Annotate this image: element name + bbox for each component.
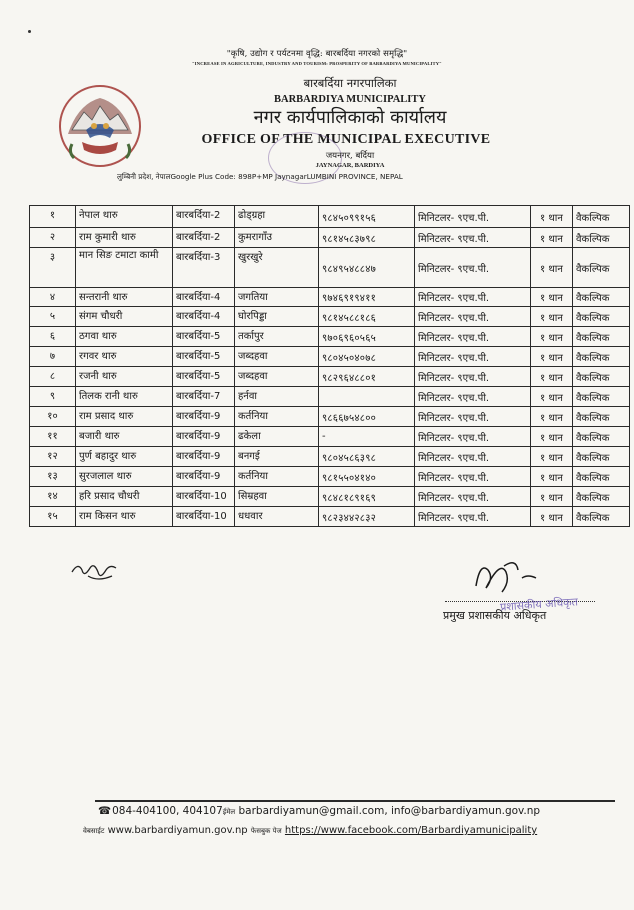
place-english: JAYNAGAR, BARDIYA xyxy=(315,162,385,169)
cell-name: बजारी थारु xyxy=(76,427,173,447)
footer-email-label: ईमेल xyxy=(222,808,236,816)
cell-phone: - xyxy=(319,427,415,447)
cell-qty: १ थान xyxy=(531,447,573,467)
cell-phone: ९८१४५८३७९८ xyxy=(319,228,415,248)
cell-sn: २ xyxy=(30,228,76,248)
municipality-name-english: BARBARDIYA MUNICIPALITY xyxy=(274,94,426,105)
cell-remark: वैकल्पिक xyxy=(573,307,630,327)
table-row xyxy=(30,387,630,407)
office-name-english: OFFICE OF THE MUNICIPAL EXECUTIVE xyxy=(201,132,491,147)
cell-remark: वैकल्पिक xyxy=(573,427,630,447)
cell-sn: १२ xyxy=(30,447,76,467)
cell-name: संगम चौधरी xyxy=(76,307,173,327)
cell-village: घोरपिड्डा xyxy=(235,307,319,327)
cell-office: बारबर्दिया-9 xyxy=(173,467,235,487)
table-row xyxy=(30,307,630,327)
cell-name: ठगवा थारु xyxy=(76,327,173,347)
cell-qty: १ थान xyxy=(531,507,573,527)
cell-office: बारबर्दिया-9 xyxy=(173,407,235,427)
cell-village: धधवार xyxy=(235,507,319,527)
cell-village: जगतिया xyxy=(235,288,319,307)
footer-web-line xyxy=(83,825,628,836)
cell-remark: वैकल्पिक xyxy=(573,248,630,288)
footer-emails[interactable]: barbardiyamun@gmail.com, info@barbardiyamun.gov.np xyxy=(238,805,541,817)
cell-name: रगवर थारु xyxy=(76,347,173,367)
cell-name: सन्तरानी थारु xyxy=(76,288,173,307)
cell-qty: १ थान xyxy=(531,467,573,487)
cell-phone: ९७०६९६०५६५ xyxy=(319,327,415,347)
cell-qty: १ थान xyxy=(531,288,573,307)
cell-sn: ४ xyxy=(30,288,76,307)
cell-office: बारबर्दिया-5 xyxy=(173,347,235,367)
cell-name: हरि प्रसाद चौधरी xyxy=(76,487,173,507)
table-row xyxy=(30,288,630,307)
cell-office: बारबर्दिया-5 xyxy=(173,367,235,387)
cell-model: मिनिटलर- ९एच.पी. xyxy=(415,367,531,387)
table-row xyxy=(30,367,630,387)
cell-model: मिनिटलर- ९एच.पी. xyxy=(415,307,531,327)
cell-village: कुमरागाँउ xyxy=(235,228,319,248)
initials-signature xyxy=(68,558,120,584)
office-name-nepali: नगर कार्यपालिकाको कार्यालय xyxy=(253,107,447,128)
cell-qty: १ थान xyxy=(531,407,573,427)
cell-qty: १ थान xyxy=(531,228,573,248)
cell-remark: वैकल्पिक xyxy=(573,327,630,347)
cell-model: मिनिटलर- ९एच.पी. xyxy=(415,206,531,228)
cell-phone: ९८६६७५४८०० xyxy=(319,407,415,427)
cell-village: ढकेला xyxy=(235,427,319,447)
table-row xyxy=(30,447,630,467)
cell-qty: १ थान xyxy=(531,347,573,367)
signature-stamp: प्रशासकीय अधिकृत xyxy=(499,595,579,614)
cell-village: कर्तनिया xyxy=(235,407,319,427)
cell-village: खुरखुरे xyxy=(235,248,319,288)
cell-sn: ९ xyxy=(30,387,76,407)
cell-village: जब्दहवा xyxy=(235,347,319,367)
cell-model: मिनिटलर- ९एच.पी. xyxy=(415,427,531,447)
table-row xyxy=(30,228,630,248)
cell-remark: वैकल्पिक xyxy=(573,347,630,367)
table-row xyxy=(30,507,630,527)
cell-model: मिनिटलर- ९एच.पी. xyxy=(415,447,531,467)
cell-sn: ६ xyxy=(30,327,76,347)
cell-sn: १५ xyxy=(30,507,76,527)
cell-phone: ९८२९६४८८०१ xyxy=(319,367,415,387)
cell-model: मिनिटलर- ९एच.पी. xyxy=(415,288,531,307)
cell-model: मिनिटलर- ९एच.पी. xyxy=(415,507,531,527)
address-line: लुम्बिनी प्रदेश, नेपालGoogle Plus Code: 898P+MP JaynagarLUMBINI PROVINCE, NEPAL xyxy=(117,172,403,181)
cell-remark: वैकल्पिक xyxy=(573,447,630,467)
footer-phone: 084-404100, 404107 xyxy=(112,805,223,817)
cell-phone: ९८१४५८८१८६ xyxy=(319,307,415,327)
cell-phone: ९८०४५८६३९८ xyxy=(319,447,415,467)
cell-model: मिनिटलर- ९एच.पी. xyxy=(415,487,531,507)
slogan-english: "INCREASE IN AGRICULTURE, INDUSTRY AND TOURISM: PROSPERITY OF BARBARDIYA MUNICIPALITY" xyxy=(192,61,442,66)
cell-qty: १ थान xyxy=(531,327,573,347)
cell-sn: १ xyxy=(30,206,76,228)
cell-village: सिम्रहवा xyxy=(235,487,319,507)
cell-qty: १ थान xyxy=(531,307,573,327)
cell-model: मिनिटलर- ९एच.पी. xyxy=(415,467,531,487)
cell-phone: ९७४६९१९४११ xyxy=(319,288,415,307)
cell-remark: वैकल्पिक xyxy=(573,407,630,427)
cell-qty: १ थान xyxy=(531,387,573,407)
cell-sn: ११ xyxy=(30,427,76,447)
table-row xyxy=(30,467,630,487)
cell-phone: ९८४९५४८८४७ xyxy=(319,248,415,288)
cell-office: बारबर्दिया-4 xyxy=(173,288,235,307)
cell-phone: ९८४५०९९१५६ xyxy=(319,206,415,228)
cell-model: मिनिटलर- ९एच.पी. xyxy=(415,347,531,367)
cell-sn: ५ xyxy=(30,307,76,327)
cell-sn: १० xyxy=(30,407,76,427)
cell-sn: ७ xyxy=(30,347,76,367)
cell-name: पुर्ण बहादुर थारु xyxy=(76,447,173,467)
page-speck xyxy=(28,30,31,33)
table-row xyxy=(30,248,630,288)
cell-phone: ९८४८१८९१६९ xyxy=(319,487,415,507)
cell-phone: ९८०४५०४०७८ xyxy=(319,347,415,367)
cell-name: नेपाल थारु xyxy=(76,206,173,228)
cell-remark: वैकल्पिक xyxy=(573,507,630,527)
cell-sn: १३ xyxy=(30,467,76,487)
cell-remark: वैकल्पिक xyxy=(573,206,630,228)
cell-model: मिनिटलर- ९एच.पी. xyxy=(415,228,531,248)
cell-phone xyxy=(319,387,415,407)
cell-village: कर्तनिया xyxy=(235,467,319,487)
cell-qty: १ थान xyxy=(531,206,573,228)
cell-office: बारबर्दिया-5 xyxy=(173,327,235,347)
cell-qty: १ थान xyxy=(531,367,573,387)
cell-name: राम कुमारी थारु xyxy=(76,228,173,248)
cell-remark: वैकल्पिक xyxy=(573,487,630,507)
cell-remark: वैकल्पिक xyxy=(573,467,630,487)
cell-sn: १४ xyxy=(30,487,76,507)
cell-name: मान सिङ टमाटा कामी xyxy=(76,248,173,288)
cell-village: हर्नवा xyxy=(235,387,319,407)
beneficiary-table xyxy=(29,205,630,527)
footer-divider xyxy=(95,800,615,802)
table-row xyxy=(30,487,630,507)
cell-name: राम प्रसाद थारु xyxy=(76,407,173,427)
slogan-nepali: "कृषि, उद्योग र पर्यटनमा वृद्धि: बारबर्दिया नगरको समृद्धि" xyxy=(226,49,408,59)
cell-phone: ९८१५५०४१४० xyxy=(319,467,415,487)
signature-title: प्रमुख प्रशासकीय अधिकृत xyxy=(443,609,547,622)
cell-sn: ८ xyxy=(30,367,76,387)
footer-facebook-label: फेसबुक पेज xyxy=(250,827,282,835)
cell-office: बारबर्दिया-7 xyxy=(173,387,235,407)
cell-qty: १ थान xyxy=(531,248,573,288)
table-row xyxy=(30,347,630,367)
cell-name: सुरजलाल थारु xyxy=(76,467,173,487)
cell-model: मिनिटलर- ९एच.पी. xyxy=(415,407,531,427)
cell-remark: वैकल्पिक xyxy=(573,387,630,407)
footer-website[interactable]: www.barbardiyamun.gov.np xyxy=(107,825,248,836)
cell-village: ढोड्‌ग्रहा xyxy=(235,206,319,228)
footer-facebook-link[interactable]: https://www.facebook.com/Barbardiyamunicipality xyxy=(284,825,538,836)
cell-sn: ३ xyxy=(30,248,76,288)
cell-office: बारबर्दिया-9 xyxy=(173,427,235,447)
cell-office: बारबर्दिया-2 xyxy=(173,228,235,248)
table-row xyxy=(30,407,630,427)
footer-website-label: वेबसाईट xyxy=(83,827,105,835)
cell-village: बनगई xyxy=(235,447,319,467)
table-body xyxy=(30,206,630,527)
cell-model: मिनिटलर- ९एच.पी. xyxy=(415,327,531,347)
cell-office: बारबर्दिया-10 xyxy=(173,487,235,507)
cell-village: जब्दहवा xyxy=(235,367,319,387)
cell-remark: वैकल्पिक xyxy=(573,228,630,248)
cell-name: रजनी थारु xyxy=(76,367,173,387)
phone-icon: ☎ xyxy=(98,805,112,817)
cell-village: तर्कापुर xyxy=(235,327,319,347)
cell-model: मिनिटलर- ९एच.पी. xyxy=(415,387,531,407)
cell-phone: ९८२३४४२८३२ xyxy=(319,507,415,527)
cell-office: बारबर्दिया-10 xyxy=(173,507,235,527)
cell-office: बारबर्दिया-4 xyxy=(173,307,235,327)
table-row xyxy=(30,327,630,347)
cell-name: राम किसन थारु xyxy=(76,507,173,527)
cell-qty: १ थान xyxy=(531,427,573,447)
cell-office: बारबर्दिया-2 xyxy=(173,206,235,228)
footer-contact-line xyxy=(98,805,618,817)
table-row xyxy=(30,206,630,228)
cell-remark: वैकल्पिक xyxy=(573,288,630,307)
table-row xyxy=(30,427,630,447)
cell-qty: १ थान xyxy=(531,487,573,507)
municipality-name-nepali: बारबर्दिया नगरपालिका xyxy=(303,76,397,90)
cell-remark: वैकल्पिक xyxy=(573,367,630,387)
cell-office: बारबर्दिया-3 xyxy=(173,248,235,288)
officer-signature xyxy=(466,552,546,598)
cell-office: बारबर्दिया-9 xyxy=(173,447,235,467)
cell-model: मिनिटलर- ९एच.पी. xyxy=(415,248,531,288)
cell-name: तिलक रानी थारु xyxy=(76,387,173,407)
place-nepali: जयनगर, बर्दिया xyxy=(325,151,375,161)
